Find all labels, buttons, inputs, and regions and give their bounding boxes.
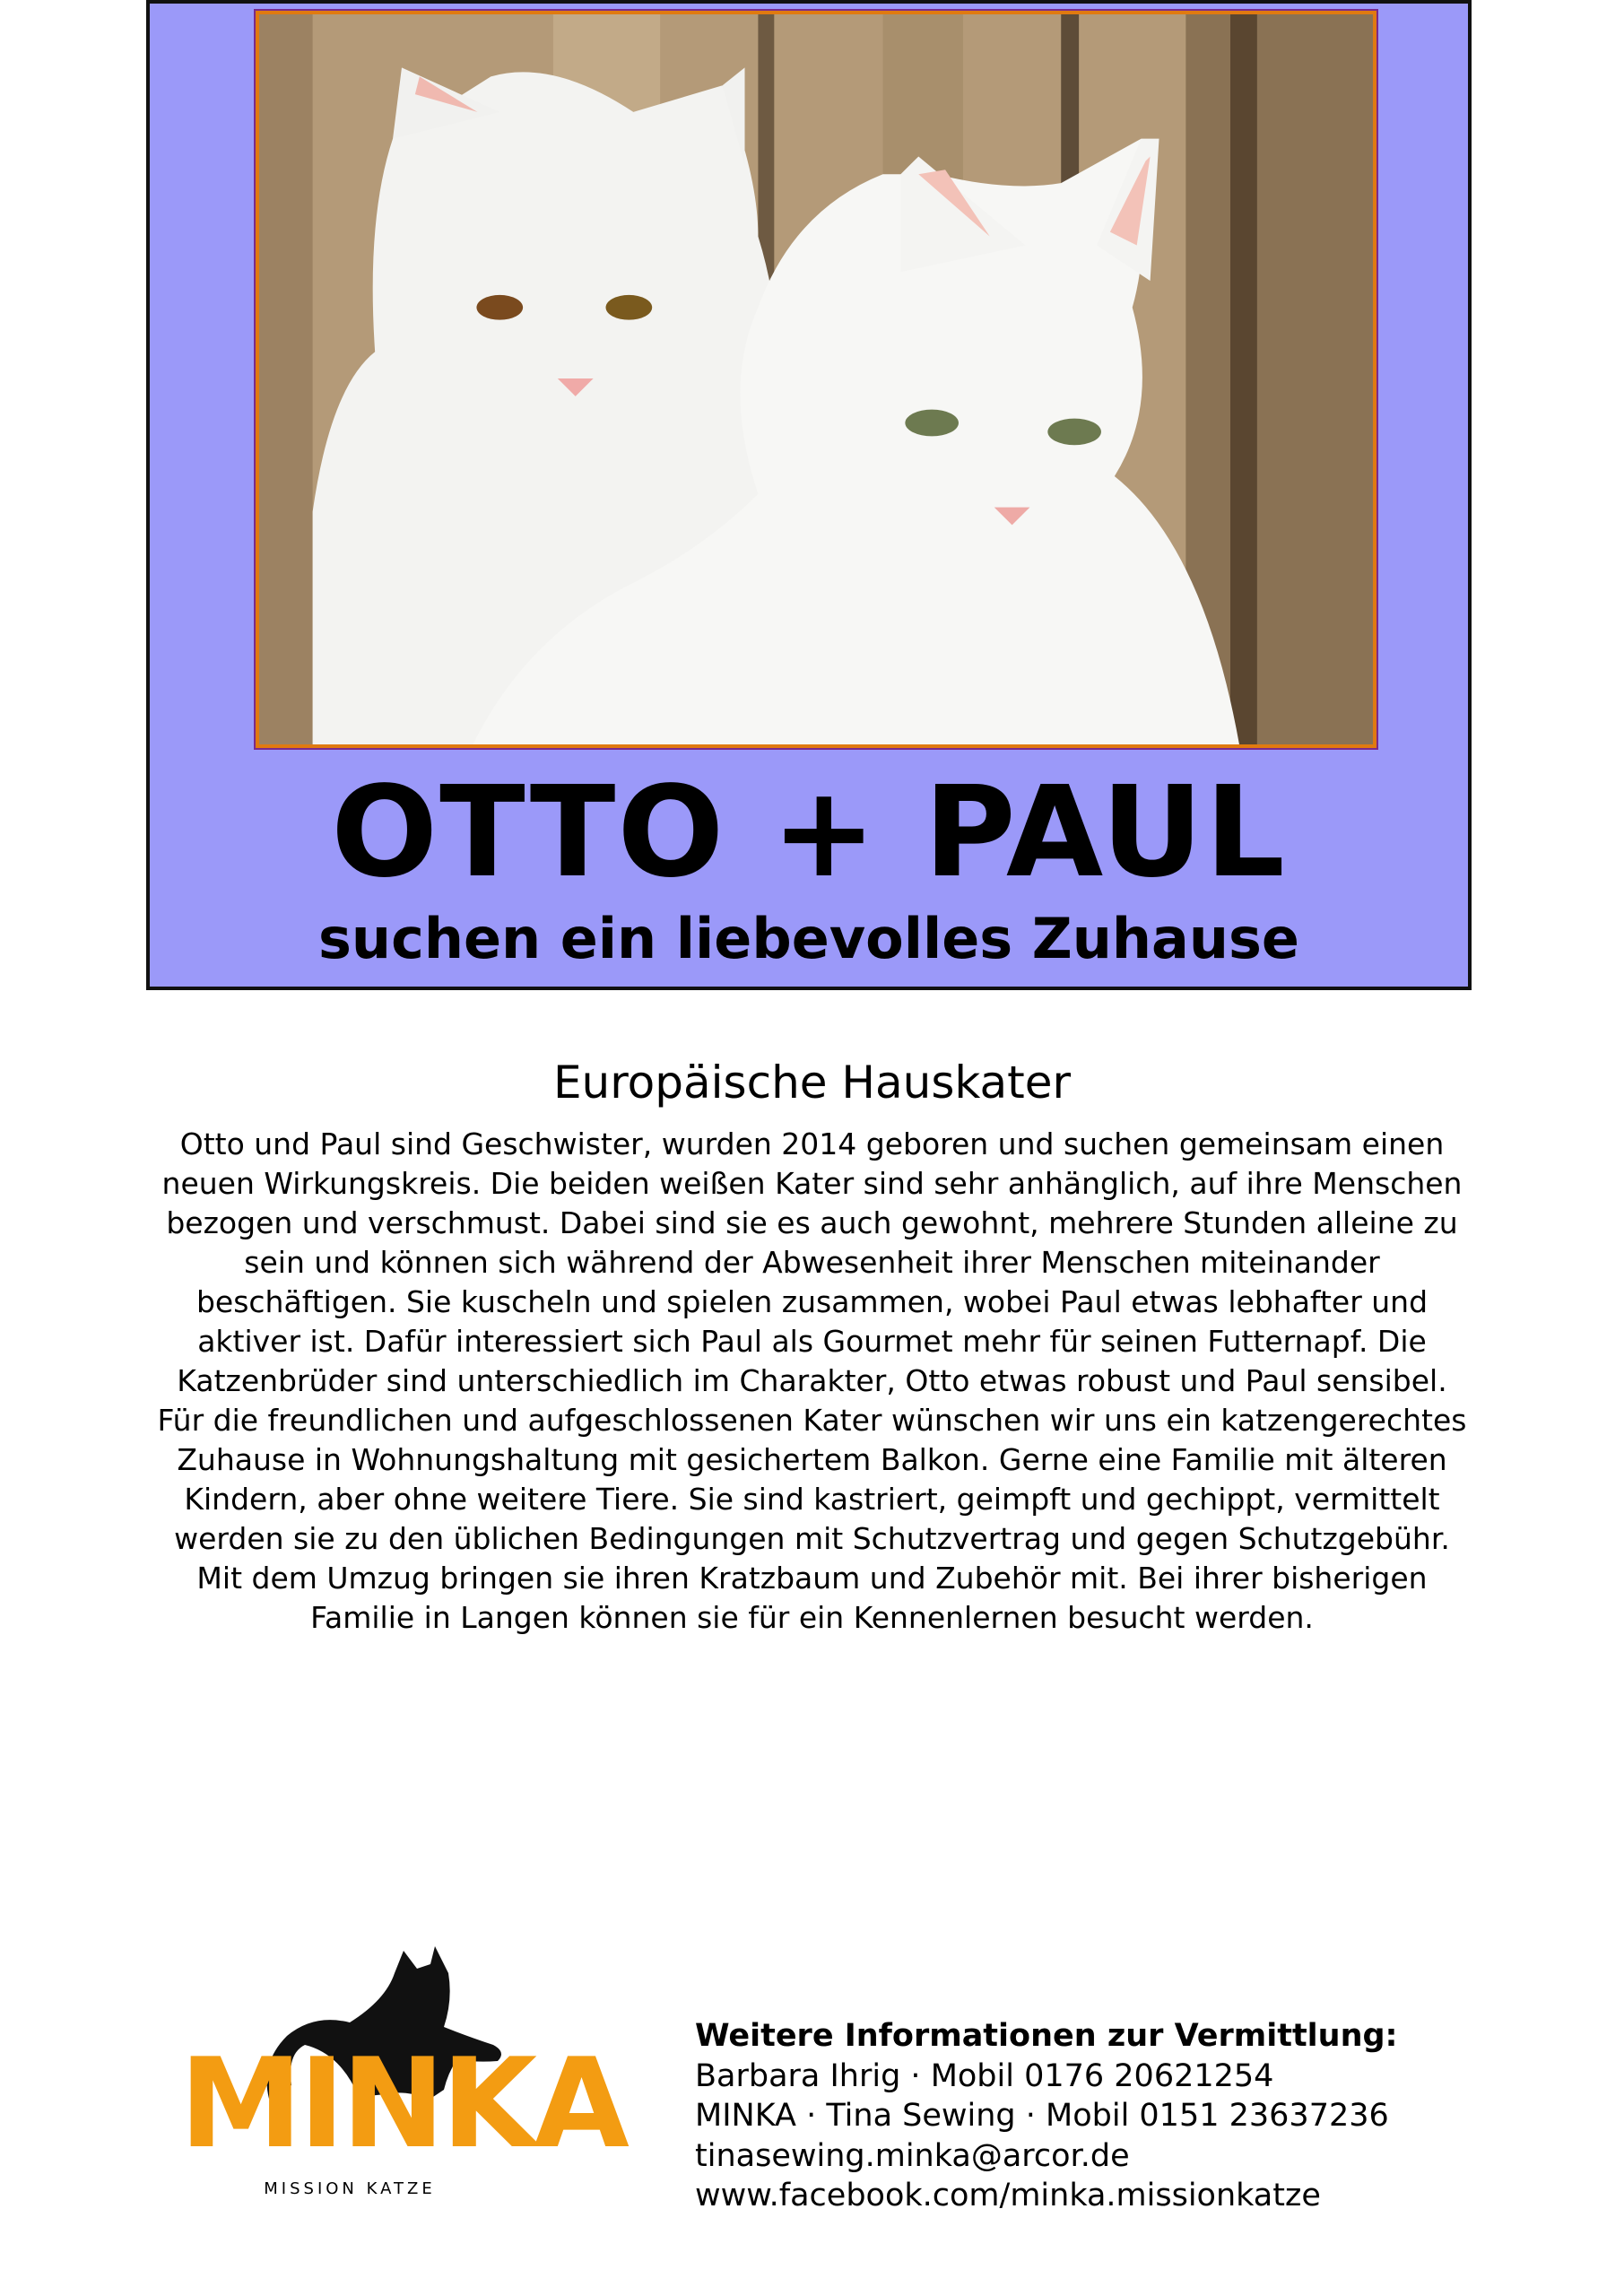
contact-line-barbara: Barbara Ihrig · Mobil 0176 20621254 bbox=[695, 2057, 1274, 2094]
cats-photo bbox=[256, 11, 1376, 748]
logo-wordmark: MINKA bbox=[179, 2031, 626, 2176]
cats-photo-image bbox=[259, 14, 1373, 744]
contact-info bbox=[695, 2016, 1466, 2216]
contact-website[interactable]: www.facebook.com/minka.missionkatze bbox=[695, 2178, 1321, 2213]
page-title: OTTO + PAUL bbox=[331, 760, 1287, 906]
minka-logo bbox=[179, 1937, 626, 2206]
logo-tagline: MISSION KATZE bbox=[264, 2179, 436, 2198]
contact-line-tina: MINKA · Tina Sewing · Mobil 0151 23637236 bbox=[695, 2098, 1389, 2134]
description-text: Otto und Paul sind Geschwister, wurden 2014 geboren und suchen gemeinsam einen neuen Wirkungskreis. Die beiden weißen Kater sind sehr anhänglich, auf ihre Menschen bezogen und verschmust. Dabei sind sie es auch gewohnt, mehrere Stunden alleine zu sein und können sich während der Abwesenheit ihrer Menschen miteinander beschäftigen. Sie kuscheln und spielen zusammen, wobei Paul etwas lebhafter und aktiver ist. Dafür interessiert sich Paul als Gourmet mehr für seinen Futternapf. Die Katzenbrüder sind unterschiedlich im Charakter, Otto etwas robust und Paul sensibel. Für die freundlichen und aufgeschlossenen Kater wünschen wir uns ein katzengerechtes Zuhause in Wohnungshaltung mit gesichertem Balkon. Gerne eine Familie mit älteren Kindern, aber ohne weitere Tiere. Sie sind kastriert, geimpft und gechippt, vermittelt werden sie zu den üblichen Bedingungen mit Schutzvertrag und gegen Schutzgebühr. Mit dem Umzug bringen sie ihren Kratzbaum und Zubehör mit. Bei ihrer bisherigen Familie in Langen können sie für ein Kennenlernen besucht werden. bbox=[157, 1126, 1467, 1635]
page-subtitle: suchen ein liebevolles Zuhause bbox=[318, 906, 1299, 971]
contact-email[interactable]: tinasewing.minka@arcor.de bbox=[695, 2137, 1130, 2174]
header-banner bbox=[146, 0, 1472, 990]
contact-heading: Weitere Informationen zur Vermittlung: bbox=[695, 2018, 1398, 2054]
section-heading: Europäische Hauskater bbox=[552, 1057, 1072, 1109]
